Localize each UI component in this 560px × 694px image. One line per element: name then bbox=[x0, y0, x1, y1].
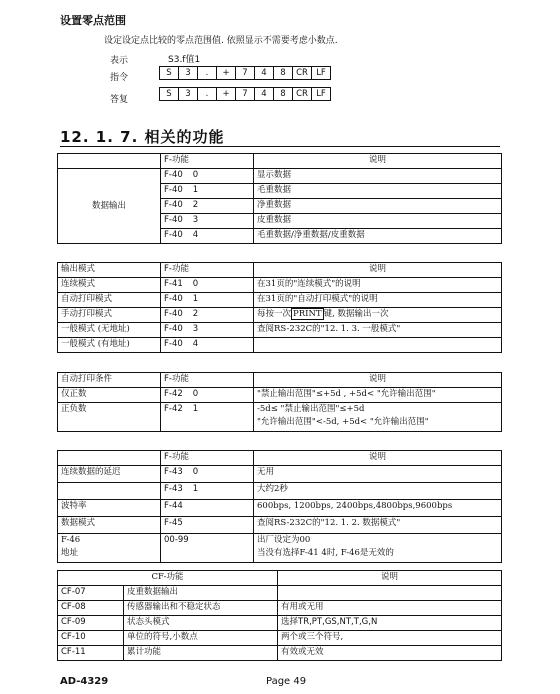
header-cell: 说明 bbox=[254, 154, 502, 169]
table-row bbox=[58, 403, 502, 432]
desc-cell: 两个或三个符号, bbox=[278, 631, 502, 646]
table-row bbox=[58, 293, 502, 308]
desc-cell: 有效或无效 bbox=[278, 646, 502, 661]
table-row bbox=[58, 483, 502, 500]
response-grid bbox=[159, 87, 331, 101]
label-cell: 连续数据的延迟 bbox=[58, 466, 161, 483]
command-cell: 4 bbox=[255, 66, 274, 80]
table-row bbox=[58, 388, 502, 403]
condition-cell: 仅正数 bbox=[58, 388, 161, 403]
command-cell: 3 bbox=[179, 66, 198, 80]
table-row bbox=[58, 646, 502, 661]
output-mode-table bbox=[57, 262, 502, 353]
cf-function-table bbox=[57, 570, 502, 661]
command-cell: + bbox=[217, 66, 236, 80]
f-code-cell: F-40 4 bbox=[161, 338, 254, 353]
table-row bbox=[58, 278, 502, 293]
desc-cell: 每按一次 PRINT 键, 数据输出一次 bbox=[254, 308, 502, 323]
f-code-cell: F-43 1 bbox=[161, 483, 254, 500]
command-cell: 7 bbox=[236, 66, 255, 80]
f-code-cell: F-40 2 bbox=[161, 308, 254, 323]
cf-code-cell: CF-08 bbox=[58, 601, 124, 616]
table-header-row bbox=[58, 373, 502, 388]
f-code-cell: F-40 4 bbox=[161, 229, 254, 244]
table-row bbox=[58, 466, 502, 483]
desc-cell: 在31页的"连续模式"的说明 bbox=[254, 278, 502, 293]
header-cell: F-功能 bbox=[161, 154, 254, 169]
table-row bbox=[58, 517, 502, 534]
desc-cell: -5d≤ "禁止输出范围"≤+5d "允许输出范围"<-5d, +5d< "允许输出范围" bbox=[254, 403, 502, 432]
table-header-row bbox=[58, 154, 502, 169]
print-key-label: PRINT bbox=[293, 309, 322, 319]
response-cell: . bbox=[198, 87, 217, 101]
response-cell: 4 bbox=[255, 87, 274, 101]
desc-cell bbox=[254, 338, 502, 353]
table-row bbox=[58, 601, 502, 616]
desc-cell: 毛重数据 bbox=[254, 184, 502, 199]
table-row bbox=[58, 616, 502, 631]
desc-cell: 在31页的"自动打印模式"的说明 bbox=[254, 293, 502, 308]
table-row bbox=[58, 169, 502, 184]
f-code-cell: F-45 bbox=[161, 517, 254, 534]
auto-print-condition-table bbox=[57, 372, 502, 432]
table-header-row bbox=[58, 263, 502, 278]
command-cell: S bbox=[160, 66, 179, 80]
table-row bbox=[58, 534, 502, 563]
command-cell: LF bbox=[312, 66, 331, 80]
desc-cell: 查阅RS-232C的"12. 1. 2. 数据模式" bbox=[254, 517, 502, 534]
cf-name-cell: 传感器输出和不稳定状态 bbox=[124, 601, 278, 616]
table-header-row bbox=[58, 451, 502, 466]
table-row bbox=[58, 500, 502, 517]
label-cell bbox=[58, 483, 161, 500]
desc-cell: 查阅RS-232C的"12. 1. 3. 一般模式" bbox=[254, 323, 502, 338]
response-cell: 3 bbox=[179, 87, 198, 101]
response-cell: 8 bbox=[274, 87, 293, 101]
header-cell: 说明 bbox=[254, 451, 502, 466]
desc-cell: 出厂设定为00 当没有选择F-41 4时, F-46是无效的 bbox=[254, 534, 502, 563]
mode-cell: 自动打印模式 bbox=[58, 293, 161, 308]
command-grid bbox=[159, 66, 331, 80]
heading-rule bbox=[60, 146, 500, 147]
header-cell: F-功能 bbox=[161, 373, 254, 388]
f-code-cell: 00-99 bbox=[161, 534, 254, 563]
header-cell bbox=[58, 451, 161, 466]
desc-cell: 皮重数据 bbox=[254, 214, 502, 229]
desc-cell: 毛重数据/净重数据/皮重数据 bbox=[254, 229, 502, 244]
desc-cell: 无用 bbox=[254, 466, 502, 483]
condition-cell: 正负数 bbox=[58, 403, 161, 432]
table-row bbox=[58, 631, 502, 646]
f-code-cell: F-42 1 bbox=[161, 403, 254, 432]
f-code-cell: F-44 bbox=[161, 500, 254, 517]
cf-code-cell: CF-10 bbox=[58, 631, 124, 646]
response-cell: LF bbox=[312, 87, 331, 101]
command-cell: . bbox=[198, 66, 217, 80]
header-cell: F-功能 bbox=[161, 451, 254, 466]
desc-cell: 净重数据 bbox=[254, 199, 502, 214]
response-cell: 7 bbox=[236, 87, 255, 101]
response-cell: + bbox=[217, 87, 236, 101]
label-cell: F-46 地址 bbox=[58, 534, 161, 563]
desc-cell: 大约2秒 bbox=[254, 483, 502, 500]
footer-model: AD-4329 bbox=[60, 676, 109, 687]
section-title: 设置零点范围 bbox=[60, 14, 126, 27]
header-cell: 说明 bbox=[254, 263, 502, 278]
header-cell: F-功能 bbox=[161, 263, 254, 278]
cf-code-cell: CF-07 bbox=[58, 586, 124, 601]
display-value: S3.f值1 bbox=[168, 55, 201, 65]
desc-cell: 有用或无用 bbox=[278, 601, 502, 616]
header-cell bbox=[58, 154, 161, 169]
table-row bbox=[58, 338, 502, 353]
f-code-cell: F-40 1 bbox=[161, 293, 254, 308]
group-label: 数据输出 bbox=[58, 169, 161, 244]
f-code-cell: F-40 3 bbox=[161, 214, 254, 229]
table-header-row bbox=[58, 571, 502, 586]
command-cell: 8 bbox=[274, 66, 293, 80]
desc-cell: 显示数据 bbox=[254, 169, 502, 184]
response-label: 答复 bbox=[110, 95, 129, 105]
desc-cell: 选择TR,PT,GS,NT,T,G,N bbox=[278, 616, 502, 631]
f-code-cell: F-43 0 bbox=[161, 466, 254, 483]
header-cell: 说明 bbox=[254, 373, 502, 388]
response-cell: CR bbox=[293, 87, 312, 101]
desc-cell: 600bps, 1200bps, 2400bps,4800bps,9600bps bbox=[254, 500, 502, 517]
mode-cell: 手动打印模式 bbox=[58, 308, 161, 323]
label-cell: 波特率 bbox=[58, 500, 161, 517]
footer-page-number: Page 49 bbox=[266, 676, 307, 687]
label-cell: 数据模式 bbox=[58, 517, 161, 534]
f-code-cell: F-42 0 bbox=[161, 388, 254, 403]
response-cell: S bbox=[160, 87, 179, 101]
f-code-cell: F-40 0 bbox=[161, 169, 254, 184]
command-label: 指令 bbox=[110, 73, 129, 83]
mode-cell: 连续模式 bbox=[58, 278, 161, 293]
serial-settings-table bbox=[57, 450, 502, 563]
cf-name-cell: 皮重数据输出 bbox=[124, 586, 278, 601]
cf-name-cell: 状态头模式 bbox=[124, 616, 278, 631]
f-code-cell: F-40 3 bbox=[161, 323, 254, 338]
cf-code-cell: CF-11 bbox=[58, 646, 124, 661]
command-cell: CR bbox=[293, 66, 312, 80]
cf-name-cell: 单位的符号,小数点 bbox=[124, 631, 278, 646]
section-heading: 12. 1. 7. 相关的功能 bbox=[60, 128, 225, 146]
cf-name-cell: 累计功能 bbox=[124, 646, 278, 661]
cf-code-cell: CF-09 bbox=[58, 616, 124, 631]
table-row bbox=[58, 323, 502, 338]
f-code-cell: F-40 1 bbox=[161, 184, 254, 199]
table-row bbox=[58, 308, 502, 323]
f-code-cell: F-41 0 bbox=[161, 278, 254, 293]
header-cell: CF-功能 bbox=[58, 571, 278, 586]
header-cell: 说明 bbox=[278, 571, 502, 586]
mode-cell: 一般模式 (无地址) bbox=[58, 323, 161, 338]
mode-cell: 一般模式 (有地址) bbox=[58, 338, 161, 353]
desc-cell bbox=[278, 586, 502, 601]
table-row bbox=[58, 586, 502, 601]
header-cell: 自动打印条件 bbox=[58, 373, 161, 388]
display-label: 表示 bbox=[110, 56, 129, 66]
desc-cell: "禁止输出范围"≤+5d , +5d< "允许输出范围" bbox=[254, 388, 502, 403]
section-description: 设定设定点比较的零点范围值. 依照显示不需要考虑小数点. bbox=[104, 36, 338, 46]
header-cell: 输出模式 bbox=[58, 263, 161, 278]
data-output-table bbox=[57, 153, 502, 244]
f-code-cell: F-40 2 bbox=[161, 199, 254, 214]
